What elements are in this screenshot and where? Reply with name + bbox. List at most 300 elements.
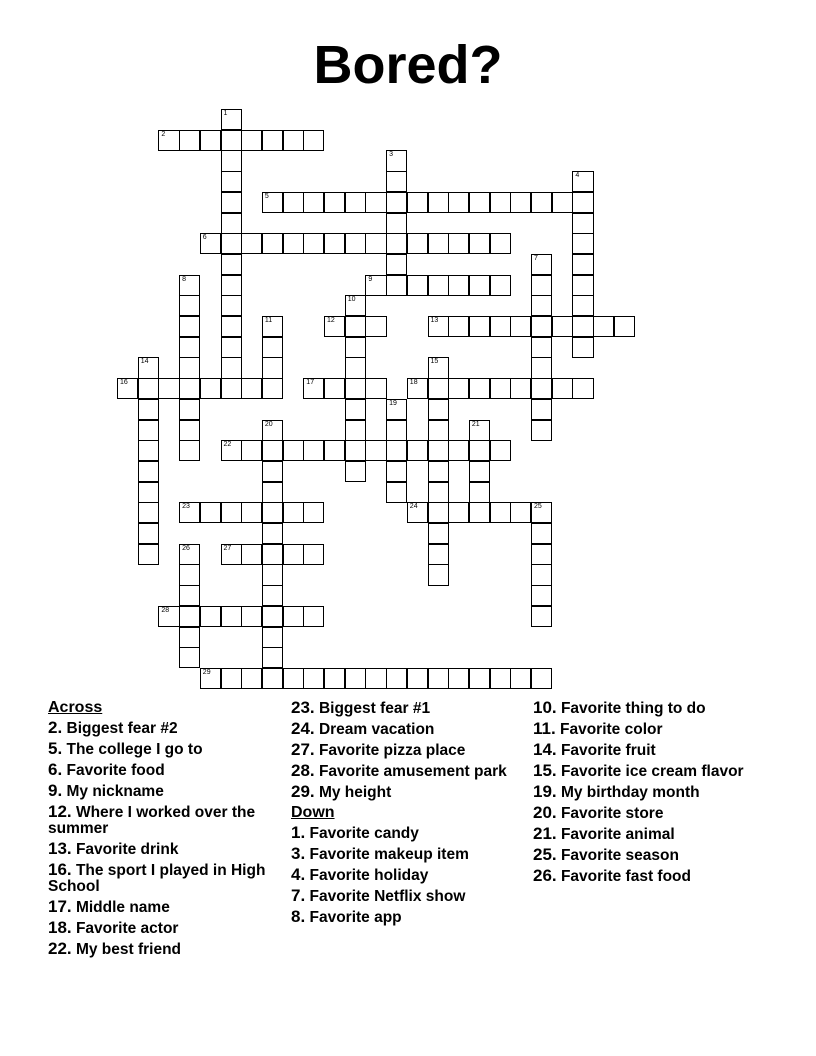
clue-item-text: Where I worked over the summer bbox=[48, 804, 256, 837]
grid-cell[interactable] bbox=[179, 275, 200, 296]
grid-cell[interactable] bbox=[262, 627, 283, 648]
grid-cell[interactable] bbox=[345, 399, 366, 420]
grid-cell[interactable] bbox=[428, 378, 449, 399]
clue-item-text: Favorite candy bbox=[305, 825, 419, 842]
grid-cell[interactable] bbox=[324, 440, 345, 461]
grid-cell[interactable] bbox=[179, 337, 200, 358]
clue-item-number: 26. bbox=[533, 866, 557, 885]
grid-cell[interactable] bbox=[345, 357, 366, 378]
clue-item-text: My birthday month bbox=[556, 784, 700, 801]
clue-item bbox=[291, 825, 531, 842]
grid-cell[interactable] bbox=[303, 378, 324, 399]
grid-cell[interactable] bbox=[531, 420, 552, 441]
grid-cell[interactable] bbox=[262, 420, 283, 441]
grid-cell[interactable] bbox=[448, 502, 469, 523]
grid-cell[interactable] bbox=[407, 192, 428, 213]
grid-cell[interactable] bbox=[531, 606, 552, 627]
grid-cell[interactable] bbox=[428, 316, 449, 337]
clue-item-number: 24. bbox=[291, 719, 315, 738]
clue-number: 8 bbox=[182, 275, 186, 283]
grid-cell[interactable] bbox=[428, 192, 449, 213]
clue-item bbox=[291, 888, 531, 905]
grid-cell[interactable] bbox=[572, 254, 593, 275]
grid-cell[interactable] bbox=[138, 420, 159, 441]
grid-cell[interactable] bbox=[221, 316, 242, 337]
grid-cell[interactable] bbox=[469, 461, 490, 482]
grid-cell[interactable] bbox=[386, 233, 407, 254]
grid-cell[interactable] bbox=[448, 440, 469, 461]
grid-cell[interactable] bbox=[262, 233, 283, 254]
grid-cell[interactable] bbox=[221, 275, 242, 296]
grid-cell[interactable] bbox=[303, 192, 324, 213]
grid-cell[interactable] bbox=[241, 440, 262, 461]
grid-cell[interactable] bbox=[490, 378, 511, 399]
grid-cell[interactable] bbox=[179, 502, 200, 523]
grid-cell[interactable] bbox=[179, 420, 200, 441]
grid-cell[interactable] bbox=[179, 399, 200, 420]
grid-cell[interactable] bbox=[448, 668, 469, 689]
clue-item bbox=[291, 784, 531, 801]
grid-cell[interactable] bbox=[138, 523, 159, 544]
clue-item-text: Favorite animal bbox=[556, 826, 675, 843]
grid-cell[interactable] bbox=[221, 378, 242, 399]
grid-cell[interactable] bbox=[386, 192, 407, 213]
grid-cell[interactable] bbox=[490, 668, 511, 689]
grid-cell[interactable] bbox=[490, 275, 511, 296]
grid-cell[interactable] bbox=[200, 502, 221, 523]
grid-cell[interactable] bbox=[262, 544, 283, 565]
grid-cell[interactable] bbox=[386, 275, 407, 296]
grid-cell[interactable] bbox=[221, 130, 242, 151]
grid-cell[interactable] bbox=[241, 544, 262, 565]
grid-cell[interactable] bbox=[448, 378, 469, 399]
grid-cell[interactable] bbox=[531, 254, 552, 275]
grid-cell[interactable] bbox=[179, 647, 200, 668]
grid-cell[interactable] bbox=[490, 192, 511, 213]
grid-cell[interactable] bbox=[572, 171, 593, 192]
clue-column-2 bbox=[291, 700, 531, 930]
clue-item-number: 11. bbox=[533, 719, 556, 738]
grid-cell[interactable] bbox=[158, 606, 179, 627]
grid-cell[interactable] bbox=[345, 420, 366, 441]
grid-cell[interactable] bbox=[428, 461, 449, 482]
clue-number: 7 bbox=[534, 254, 538, 262]
clue-item bbox=[291, 721, 531, 738]
grid-cell[interactable] bbox=[572, 295, 593, 316]
grid-cell[interactable] bbox=[303, 502, 324, 523]
grid-cell[interactable] bbox=[345, 233, 366, 254]
clue-number: 17 bbox=[306, 379, 315, 387]
grid-cell[interactable] bbox=[283, 192, 304, 213]
grid-cell[interactable] bbox=[324, 668, 345, 689]
grid-cell[interactable] bbox=[593, 316, 614, 337]
clue-item-text: Biggest fear #2 bbox=[62, 720, 178, 737]
clue-number: 19 bbox=[389, 399, 397, 407]
grid-cell[interactable] bbox=[552, 192, 573, 213]
clue-number: 23 bbox=[182, 503, 190, 511]
grid-cell[interactable] bbox=[428, 544, 449, 565]
grid-cell[interactable] bbox=[200, 233, 221, 254]
grid-cell[interactable] bbox=[469, 502, 490, 523]
grid-cell[interactable] bbox=[262, 378, 283, 399]
grid-cell[interactable] bbox=[303, 544, 324, 565]
grid-cell[interactable] bbox=[221, 337, 242, 358]
grid-cell[interactable] bbox=[386, 461, 407, 482]
grid-cell[interactable] bbox=[324, 378, 345, 399]
grid-cell[interactable] bbox=[572, 213, 593, 234]
grid-cell[interactable] bbox=[428, 668, 449, 689]
grid-cell[interactable] bbox=[448, 275, 469, 296]
grid-cell[interactable] bbox=[365, 275, 386, 296]
clue-number: 15 bbox=[430, 358, 439, 366]
grid-cell[interactable] bbox=[262, 647, 283, 668]
grid-cell[interactable] bbox=[262, 606, 283, 627]
grid-cell[interactable] bbox=[179, 295, 200, 316]
grid-cell[interactable] bbox=[262, 461, 283, 482]
grid-cell[interactable] bbox=[200, 378, 221, 399]
clue-item-text: My height bbox=[314, 784, 392, 801]
grid-cell[interactable] bbox=[531, 192, 552, 213]
clue-item-text: Biggest fear #1 bbox=[314, 700, 431, 717]
clue-item bbox=[48, 804, 288, 837]
grid-cell[interactable] bbox=[510, 192, 531, 213]
grid-cell[interactable] bbox=[490, 440, 511, 461]
grid-cell[interactable] bbox=[345, 337, 366, 358]
grid-cell[interactable] bbox=[386, 482, 407, 503]
grid-cell[interactable] bbox=[303, 606, 324, 627]
clue-item-text: The sport I played in High School bbox=[48, 862, 266, 895]
grid-cell[interactable] bbox=[552, 316, 573, 337]
grid-cell[interactable] bbox=[158, 378, 179, 399]
clue-item-text: Favorite season bbox=[556, 847, 679, 864]
grid-cell[interactable] bbox=[138, 502, 159, 523]
grid-cell[interactable] bbox=[572, 337, 593, 358]
clue-item bbox=[48, 762, 288, 779]
grid-cell[interactable] bbox=[262, 585, 283, 606]
grid-cell[interactable] bbox=[179, 130, 200, 151]
clue-number: 16 bbox=[120, 379, 128, 387]
grid-cell[interactable] bbox=[510, 668, 531, 689]
grid-cell[interactable] bbox=[448, 192, 469, 213]
grid-cell[interactable] bbox=[221, 150, 242, 171]
grid-cell[interactable] bbox=[221, 357, 242, 378]
clue-column-3 bbox=[533, 700, 773, 889]
grid-cell[interactable] bbox=[428, 440, 449, 461]
grid-cell[interactable] bbox=[303, 233, 324, 254]
grid-cell[interactable] bbox=[428, 399, 449, 420]
grid-cell[interactable] bbox=[262, 502, 283, 523]
clue-number: 6 bbox=[202, 234, 207, 242]
grid-cell[interactable] bbox=[386, 171, 407, 192]
grid-cell[interactable] bbox=[365, 233, 386, 254]
grid-cell[interactable] bbox=[117, 378, 138, 399]
grid-cell[interactable] bbox=[221, 295, 242, 316]
clue-item-number: 1. bbox=[291, 823, 306, 842]
grid-cell[interactable] bbox=[407, 378, 428, 399]
grid-cell[interactable] bbox=[303, 668, 324, 689]
clue-item-number: 14. bbox=[533, 740, 557, 759]
grid-cell[interactable] bbox=[283, 233, 304, 254]
grid-cell[interactable] bbox=[200, 668, 221, 689]
grid-cell[interactable] bbox=[324, 316, 345, 337]
clue-item-text: Favorite amusement park bbox=[314, 763, 507, 780]
grid-cell[interactable] bbox=[386, 668, 407, 689]
grid-cell[interactable] bbox=[138, 378, 159, 399]
clue-item-text: Favorite ice cream flavor bbox=[556, 763, 744, 780]
clue-item-text: Favorite drink bbox=[71, 841, 179, 858]
grid-cell[interactable] bbox=[179, 357, 200, 378]
grid-cell[interactable] bbox=[572, 275, 593, 296]
grid-cell[interactable] bbox=[262, 337, 283, 358]
grid-cell[interactable] bbox=[345, 378, 366, 399]
grid-cell[interactable] bbox=[490, 502, 511, 523]
grid-cell[interactable] bbox=[324, 233, 345, 254]
grid-cell[interactable] bbox=[428, 523, 449, 544]
grid-cell[interactable] bbox=[221, 544, 242, 565]
clue-item-number: 3. bbox=[291, 844, 306, 863]
clue-item-text: Favorite food bbox=[62, 762, 165, 779]
clue-item-text: The college I go to bbox=[62, 741, 203, 758]
clue-item bbox=[48, 741, 288, 758]
clue-item-number: 12. bbox=[48, 802, 72, 821]
grid-cell[interactable] bbox=[138, 482, 159, 503]
grid-cell[interactable] bbox=[324, 192, 345, 213]
clue-item bbox=[48, 720, 288, 737]
clue-item bbox=[291, 700, 531, 717]
grid-cell[interactable] bbox=[179, 585, 200, 606]
grid-cell[interactable] bbox=[138, 399, 159, 420]
grid-cell[interactable] bbox=[386, 213, 407, 234]
grid-cell[interactable] bbox=[345, 461, 366, 482]
grid-cell[interactable] bbox=[428, 482, 449, 503]
grid-cell[interactable] bbox=[179, 627, 200, 648]
grid-cell[interactable] bbox=[241, 668, 262, 689]
grid-cell[interactable] bbox=[283, 668, 304, 689]
clue-number: 24 bbox=[409, 503, 418, 511]
grid-cell[interactable] bbox=[448, 316, 469, 337]
grid-cell[interactable] bbox=[365, 668, 386, 689]
clue-number: 14 bbox=[140, 358, 149, 366]
grid-cell[interactable] bbox=[386, 399, 407, 420]
grid-cell[interactable] bbox=[221, 606, 242, 627]
grid-cell[interactable] bbox=[241, 606, 262, 627]
grid-cell[interactable] bbox=[428, 275, 449, 296]
clue-item-text: Favorite Netflix show bbox=[305, 888, 466, 905]
clue-item bbox=[533, 868, 773, 885]
grid-cell[interactable] bbox=[510, 316, 531, 337]
clue-number: 28 bbox=[161, 606, 170, 614]
grid-cell[interactable] bbox=[428, 564, 449, 585]
clue-item bbox=[533, 847, 773, 864]
clue-item-number: 21. bbox=[533, 824, 557, 843]
grid-cell[interactable] bbox=[262, 482, 283, 503]
grid-cell[interactable] bbox=[428, 357, 449, 378]
grid-cell[interactable] bbox=[469, 233, 490, 254]
grid-cell[interactable] bbox=[469, 668, 490, 689]
clue-item-number: 8. bbox=[291, 907, 306, 926]
grid-cell[interactable] bbox=[386, 254, 407, 275]
clue-item-text: Favorite fruit bbox=[556, 742, 656, 759]
clue-item-number: 28. bbox=[291, 761, 315, 780]
grid-cell[interactable] bbox=[407, 275, 428, 296]
grid-cell[interactable] bbox=[221, 109, 242, 130]
grid-cell[interactable] bbox=[262, 192, 283, 213]
grid-cell[interactable] bbox=[469, 275, 490, 296]
grid-cell[interactable] bbox=[386, 440, 407, 461]
grid-cell[interactable] bbox=[469, 440, 490, 461]
grid-cell[interactable] bbox=[221, 254, 242, 275]
grid-cell[interactable] bbox=[179, 378, 200, 399]
grid-cell[interactable] bbox=[138, 357, 159, 378]
clue-item-number: 22. bbox=[48, 939, 72, 958]
grid-cell[interactable] bbox=[283, 606, 304, 627]
grid-cell[interactable] bbox=[531, 275, 552, 296]
clue-item-number: 20. bbox=[533, 803, 557, 822]
grid-cell[interactable] bbox=[241, 130, 262, 151]
grid-cell[interactable] bbox=[221, 171, 242, 192]
grid-cell[interactable] bbox=[552, 378, 573, 399]
grid-cell[interactable] bbox=[407, 440, 428, 461]
grid-cell[interactable] bbox=[262, 523, 283, 544]
grid-cell[interactable] bbox=[365, 316, 386, 337]
grid-cell[interactable] bbox=[345, 440, 366, 461]
grid-cell[interactable] bbox=[531, 295, 552, 316]
grid-cell[interactable] bbox=[179, 606, 200, 627]
grid-cell[interactable] bbox=[448, 233, 469, 254]
grid-cell[interactable] bbox=[283, 130, 304, 151]
grid-cell[interactable] bbox=[179, 544, 200, 565]
grid-cell[interactable] bbox=[531, 378, 552, 399]
clue-item bbox=[533, 763, 773, 780]
clue-item bbox=[533, 721, 773, 738]
grid-cell[interactable] bbox=[531, 502, 552, 523]
grid-cell[interactable] bbox=[138, 461, 159, 482]
clue-number: 22 bbox=[223, 441, 232, 449]
grid-cell[interactable] bbox=[221, 502, 242, 523]
grid-cell[interactable] bbox=[262, 130, 283, 151]
grid-cell[interactable] bbox=[262, 316, 283, 337]
clue-number: 9 bbox=[368, 275, 373, 283]
clue-number: 26 bbox=[182, 544, 190, 552]
grid-cell[interactable] bbox=[262, 668, 283, 689]
grid-cell[interactable] bbox=[283, 502, 304, 523]
grid-cell[interactable] bbox=[179, 440, 200, 461]
grid-cell[interactable] bbox=[200, 606, 221, 627]
clue-item bbox=[291, 867, 531, 884]
grid-cell[interactable] bbox=[510, 502, 531, 523]
grid-cell[interactable] bbox=[469, 482, 490, 503]
grid-cell[interactable] bbox=[614, 316, 635, 337]
grid-cell[interactable] bbox=[490, 316, 511, 337]
grid-cell[interactable] bbox=[179, 316, 200, 337]
grid-cell[interactable] bbox=[283, 440, 304, 461]
clue-number: 12 bbox=[327, 317, 335, 324]
grid-cell[interactable] bbox=[345, 295, 366, 316]
grid-cell[interactable] bbox=[386, 420, 407, 441]
grid-cell[interactable] bbox=[531, 585, 552, 606]
grid-cell[interactable] bbox=[345, 192, 366, 213]
grid-cell[interactable] bbox=[303, 440, 324, 461]
clue-item bbox=[533, 805, 773, 822]
grid-cell[interactable] bbox=[531, 564, 552, 585]
clue-column-1 bbox=[48, 700, 288, 962]
grid-cell[interactable] bbox=[138, 544, 159, 565]
grid-cell[interactable] bbox=[531, 357, 552, 378]
grid-cell[interactable] bbox=[262, 357, 283, 378]
clue-item-number: 10. bbox=[533, 698, 557, 717]
grid-cell[interactable] bbox=[407, 502, 428, 523]
grid-cell[interactable] bbox=[386, 150, 407, 171]
grid-cell[interactable] bbox=[365, 378, 386, 399]
grid-cell[interactable] bbox=[469, 420, 490, 441]
grid-cell[interactable] bbox=[428, 502, 449, 523]
grid-cell[interactable] bbox=[262, 440, 283, 461]
grid-cell[interactable] bbox=[221, 192, 242, 213]
grid-cell[interactable] bbox=[365, 192, 386, 213]
grid-cell[interactable] bbox=[428, 420, 449, 441]
grid-cell[interactable] bbox=[572, 316, 593, 337]
grid-cell[interactable] bbox=[138, 440, 159, 461]
clue-number: 25 bbox=[534, 503, 542, 511]
grid-cell[interactable] bbox=[469, 316, 490, 337]
grid-cell[interactable] bbox=[407, 233, 428, 254]
grid-cell[interactable] bbox=[572, 378, 593, 399]
grid-cell[interactable] bbox=[303, 130, 324, 151]
grid-cell[interactable] bbox=[241, 233, 262, 254]
clue-item bbox=[48, 783, 288, 800]
grid-cell[interactable] bbox=[221, 213, 242, 234]
grid-cell[interactable] bbox=[531, 544, 552, 565]
clue-number: 21 bbox=[471, 420, 480, 428]
grid-cell[interactable] bbox=[221, 440, 242, 461]
grid-cell[interactable] bbox=[572, 233, 593, 254]
clue-number: 2 bbox=[161, 130, 166, 138]
grid-cell[interactable] bbox=[158, 130, 179, 151]
grid-cell[interactable] bbox=[531, 668, 552, 689]
grid-cell[interactable] bbox=[179, 564, 200, 585]
grid-cell[interactable] bbox=[262, 564, 283, 585]
grid-cell[interactable] bbox=[531, 316, 552, 337]
clue-item-number: 23. bbox=[291, 698, 315, 717]
grid-cell[interactable] bbox=[469, 378, 490, 399]
grid-cell[interactable] bbox=[531, 399, 552, 420]
grid-cell[interactable] bbox=[221, 233, 242, 254]
grid-cell[interactable] bbox=[345, 316, 366, 337]
grid-cell[interactable] bbox=[241, 502, 262, 523]
grid-cell[interactable] bbox=[490, 233, 511, 254]
grid-cell[interactable] bbox=[572, 192, 593, 213]
clue-item-number: 19. bbox=[533, 782, 557, 801]
grid-cell[interactable] bbox=[365, 440, 386, 461]
grid-cell[interactable] bbox=[469, 192, 490, 213]
grid-cell[interactable] bbox=[241, 378, 262, 399]
clue-number: 27 bbox=[223, 544, 232, 552]
grid-cell[interactable] bbox=[407, 668, 428, 689]
clue-item-number: 7. bbox=[291, 886, 306, 905]
clue-item-text: Middle name bbox=[71, 899, 170, 916]
clue-number: 13 bbox=[430, 317, 439, 324]
grid-cell[interactable] bbox=[428, 233, 449, 254]
section-heading: Across bbox=[48, 699, 103, 716]
clue-item bbox=[48, 920, 288, 937]
grid-cell[interactable] bbox=[531, 337, 552, 358]
grid-cell[interactable] bbox=[510, 378, 531, 399]
grid-cell[interactable] bbox=[200, 130, 221, 151]
grid-cell[interactable] bbox=[531, 523, 552, 544]
grid-cell[interactable] bbox=[221, 668, 242, 689]
grid-cell[interactable] bbox=[345, 668, 366, 689]
grid-cell[interactable] bbox=[283, 544, 304, 565]
